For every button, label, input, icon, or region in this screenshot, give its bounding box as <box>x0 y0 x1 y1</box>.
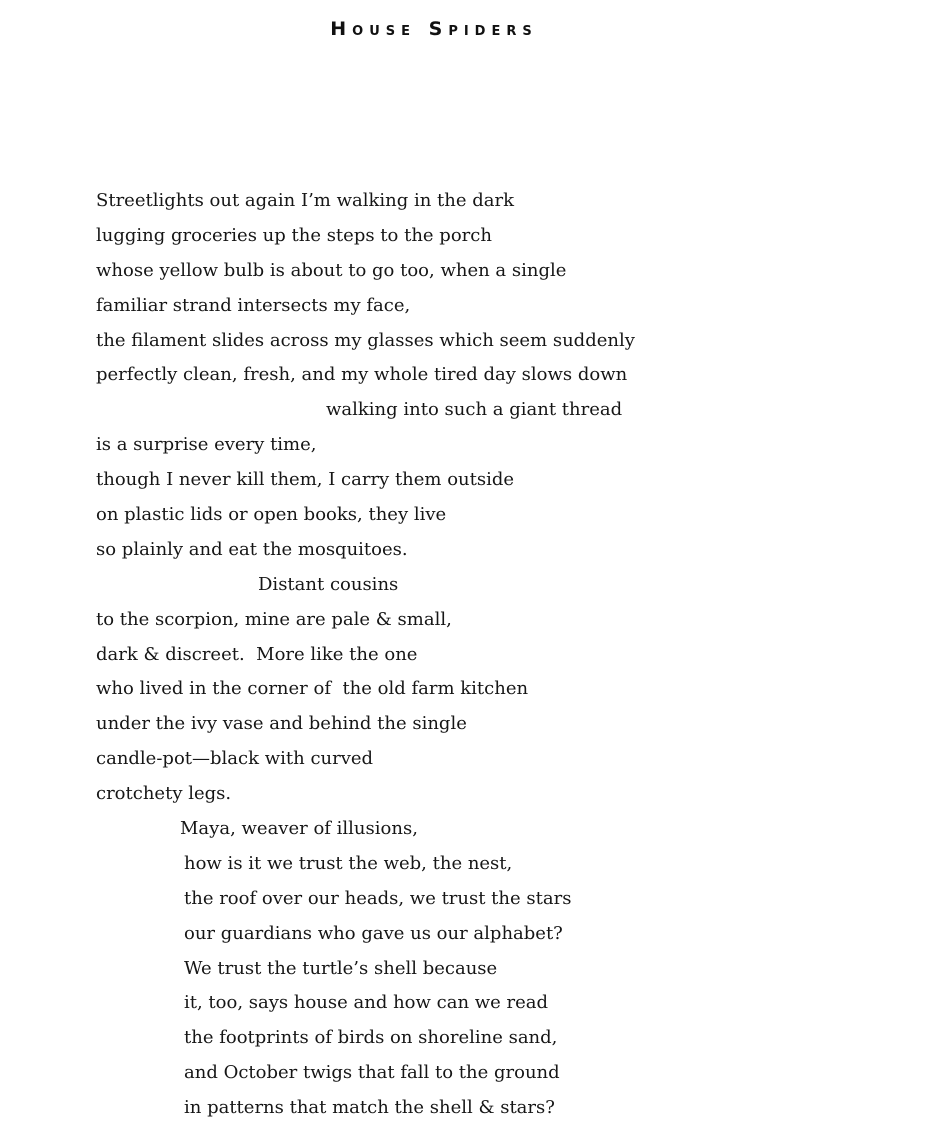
poem-body <box>96 184 635 1126</box>
poem-line: who lived in the corner of the old farm kitchen <box>96 678 529 700</box>
poem-line: our guardians who gave us our alphabet? <box>184 922 563 944</box>
poem-line: dark & discreet. More like the one <box>96 643 418 665</box>
poem-line: walking into such a giant thread <box>326 399 623 421</box>
poem-line: familiar strand intersects my face, <box>96 294 411 316</box>
poem-line: lugging groceries up the steps to the porch <box>96 224 492 246</box>
poem-line: Distant cousins <box>258 573 399 595</box>
poem-line: how is it we trust the web, the nest, <box>184 852 513 874</box>
poem-line: Streetlights out again I’m walking in the dark <box>96 190 515 211</box>
poem-line: is a surprise every time, <box>96 434 317 456</box>
poem-line: and October twigs that fall to the ground <box>184 1062 560 1084</box>
poem-line: though I never kill them, I carry them outside <box>96 469 515 491</box>
poem-line: perfectly clean, fresh, and my whole tired day slows down <box>96 364 628 386</box>
poem-line: crotchety legs. <box>96 783 232 805</box>
poem-title: House Spiders <box>330 18 538 40</box>
poem-line: so plainly and eat the mosquitoes. <box>96 538 408 560</box>
poem-line: We trust the turtle’s shell because <box>184 957 498 979</box>
poem-line: in patterns that match the shell & stars? <box>184 1097 555 1119</box>
poem-line: under the ivy vase and behind the single <box>96 713 467 735</box>
poem-line: on plastic lids or open books, they live <box>96 504 447 526</box>
poem-line: the footprints of birds on shoreline sand, <box>184 1027 558 1049</box>
poem-line: Maya, weaver of illusions, <box>180 818 418 840</box>
poem-line: candle-pot—black with curved <box>96 748 374 770</box>
poem-line: whose yellow bulb is about to go too, when a single <box>96 259 567 281</box>
poem-line: to the scorpion, mine are pale & small, <box>96 608 452 630</box>
poem-line: the roof over our heads, we trust the stars <box>184 887 572 909</box>
poem-line: the filament slides across my glasses which seem suddenly <box>96 329 635 351</box>
poem-line: it, too, says house and how can we read <box>184 992 549 1014</box>
